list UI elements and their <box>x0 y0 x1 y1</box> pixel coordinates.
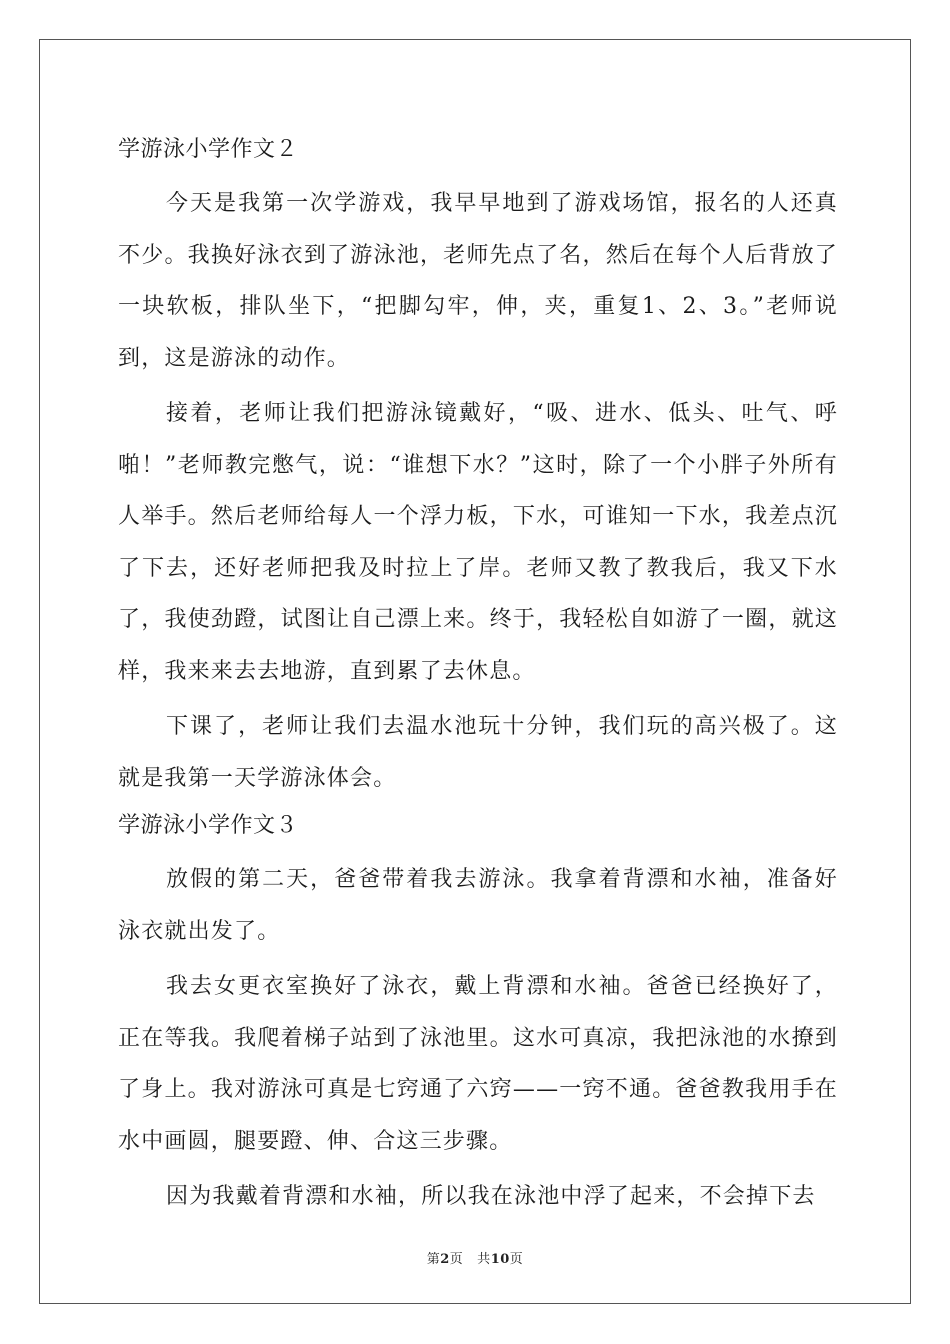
page-suffix: 页 <box>449 1252 464 1267</box>
section-heading: 学游泳小学作文２ <box>118 137 299 162</box>
paragraph: 因为我戴着背漂和水袖，所以我在泳池中浮了起来，不会掉下去 <box>166 1184 816 1209</box>
page-footer <box>0 1248 950 1267</box>
total-pages: 10 <box>490 1252 510 1267</box>
paragraph: 下课了，老师让我们去温水池玩十分钟，我们玩的高兴极了。这就是我第一天学游泳体会。 <box>118 714 838 791</box>
paragraph: 今天是我第一次学游戏，我早早地到了游戏场馆，报名的人还真不少。我换好泳衣到了游泳池，老师先点了名，然后在每个人后背放了一块软板，排队坐下，“把脚勾牢，伸，夹，重复1、2、3。”老师说到，这是游泳的动作。 <box>118 191 838 371</box>
section-heading: 学游泳小学作文３ <box>118 813 299 838</box>
total-prefix: 共 <box>477 1252 491 1267</box>
total-suffix: 页 <box>509 1252 524 1267</box>
paragraph: 接着，老师让我们把游泳镜戴好，“吸、进水、低头、吐气、呼啪！”老师教完憋气，说：“谁想下水？”这时，除了一个小胖子外所有人举手。然后老师给每人一个浮力板，下水，可谁知一下水，我差点沉了下去，还好老师把我及时拉上了岸。老师又教了教我后，我又下水了，我使劲蹬，试图让自己漂上来。终于，我轻松自如游了一圈，就这样，我来来去去地游，直到累了去休息。 <box>118 401 838 684</box>
paragraph: 放假的第二天，爸爸带着我去游泳。我拿着背漂和水袖，准备好泳衣就出发了。 <box>118 867 838 944</box>
page-number: 2 <box>440 1252 450 1267</box>
page-prefix: 第 <box>426 1252 441 1267</box>
paragraph: 我去女更衣室换好了泳衣，戴上背漂和水袖。爸爸已经换好了，正在等我。我爬着梯子站到了泳池里。这水可真凉，我把泳池的水撩到了身上。我对游泳可真是七窍通了六窍——一窍不通。爸爸教我用手在水中画圆，腿要蹬、伸、合这三步骤。 <box>118 974 838 1154</box>
document-body <box>118 128 838 1223</box>
